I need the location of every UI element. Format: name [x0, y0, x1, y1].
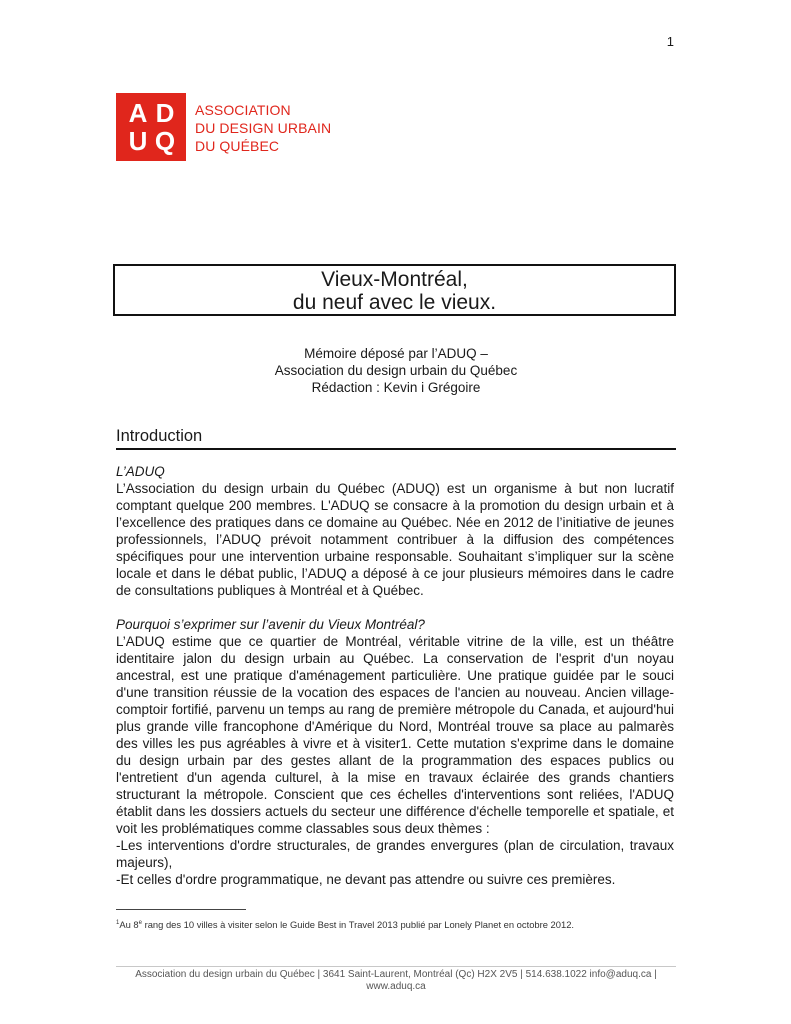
- document-title-line: Vieux-Montréal,: [321, 268, 468, 291]
- footer-contact-line: Association du design urbain du Québec | 3641 Saint-Laurent, Montréal (Qc) H2X 2V5 | 514.638.1022 info@aduq.ca |: [135, 969, 657, 980]
- theme-item-programmatic: -Et celles d'ordre programmatique, ne devant pas attendre ou suivre ces premières.: [116, 872, 616, 887]
- document-title-box: [113, 264, 676, 316]
- logo-letter-u: U: [128, 126, 148, 156]
- logo-name-line: DU QUÉBEC: [195, 138, 280, 154]
- section-divider: [116, 448, 676, 450]
- logo-letter-q: Q: [154, 126, 176, 156]
- logo-letter-d: D: [155, 98, 175, 128]
- footnote-ordinal: e: [138, 919, 142, 926]
- aduq-subheading: L’ADUQ: [116, 464, 165, 479]
- logo-name-line: DU DESIGN URBAIN: [195, 120, 332, 136]
- memoire-line: Mémoire déposé par l’ADUQ –: [304, 346, 488, 361]
- document-title-line: du neuf avec le vieux.: [292, 291, 497, 314]
- pourquoi-paragraph: L’ADUQ estime que ce quartier de Montréal, véritable vitrine de la ville, est un théâtre identitaire jalon du design urbain au Québec. La conservation de l'esprit d'un noyau ancestral, est une pratique d'aménagement particulière. Une pratique guidée par le souci d'une transition réussie de la vocation des espaces de l'ancien au nouveau. Ancien village-comptoir fortifié, parvenu un temps au rang de première métropole du Canada, et aujourd'hui plus grande ville francophone d'Amérique du Nord, Montréal trouve sa place au palmarès des villes les pus agréables à vivre et à visiter1. Cette mutation s'exprime dans le domaine du design urbain par des gestes allant de la programmation des espaces publics ou l'entretient d'un agenda culturel, à la mise en travaux éclairée des grands chantiers structurant la métropole. Conscient que ces échelles d'interventions sont reliées, l'ADUQ établit dans les dossiers actuels du secteur une différence d'échelle temporelle et spatiale, et voit les problématiques comme classables sous deux thèmes :: [116, 634, 674, 836]
- footnote-divider: [116, 909, 246, 910]
- body-text: [116, 463, 674, 888]
- logo-name-line: ASSOCIATION: [195, 102, 291, 118]
- footnote: [116, 919, 574, 930]
- logo-letter-a: A: [128, 98, 148, 128]
- page-number: 1: [666, 34, 674, 49]
- memoire-byline: [113, 345, 679, 396]
- footnote-text-a: Au 8: [119, 919, 139, 930]
- page-footer: [116, 969, 676, 993]
- memoire-line: Association du design urbain du Québec: [274, 363, 518, 378]
- footer-divider: [116, 966, 676, 967]
- theme-item-structural: -Les interventions d'ordre structurales, de grandes envergures (plan de circulation, travaux majeurs),: [116, 838, 674, 870]
- pourquoi-subheading: Pourquoi s’exprimer sur l’avenir du Vieux Montréal?: [116, 617, 425, 632]
- footer-website: www.aduq.ca: [366, 981, 426, 992]
- aduq-paragraph: L’Association du design urbain du Québec (ADUQ) est un organisme à but non lucratif comptant quelque 200 membres. L'ADUQ se consacre à la promotion du design urbain et à l’excellence des pratiques dans ce domaine au Québec. Née en 2012 de l’initiative de jeunes professionnels, l’ADUQ prévoit notamment contribuer à la diffusion des compétences spécifiques pour une intervention urbaine responsable. Souhaitant s’impliquer sur la scène locale et dans le débat public, l’ADUQ a déposé à ce jour plusieurs mémoires dans le cadre de consultations publiques à Montréal et à Québec.: [116, 481, 674, 598]
- aduq-logo: [116, 93, 186, 161]
- logo-organization-name: [195, 101, 331, 155]
- section-heading: Introduction: [116, 427, 203, 445]
- memoire-line: Rédaction : Kevin i Grégoire: [311, 380, 481, 395]
- footnote-text-b: rang des 10 villes à visiter selon le Guide Best in Travel 2013 publié par Lonely Planet en octobre 2012.: [141, 919, 575, 930]
- footnote-mark: 1: [116, 919, 120, 926]
